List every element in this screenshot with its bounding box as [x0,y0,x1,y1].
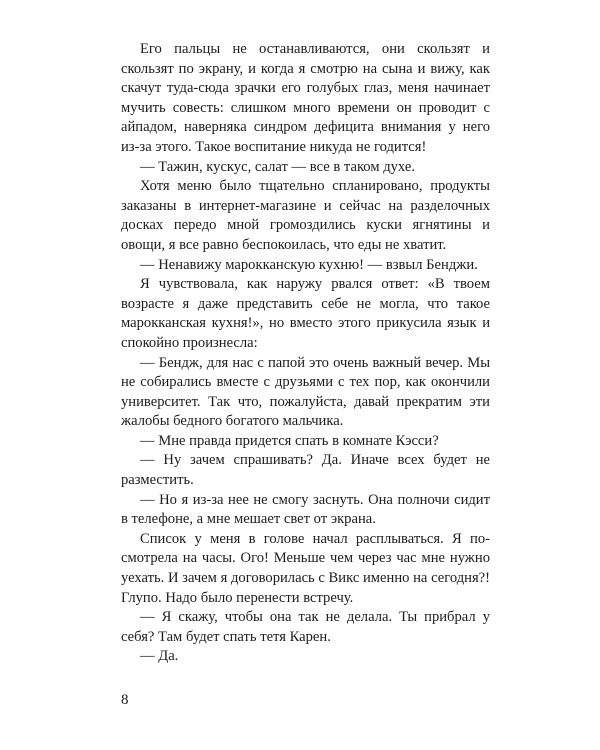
paragraph: Я чувствовала, как наружу рвался ответ: «В твоем возрасте я даже представить себе не могла, что такое марокканская кухня!», но вместо этого прикусила язык и спокойно произнесла: [121,276,490,351]
paragraph: — Но я из-за нее не смогу заснуть. Она полночи сидит в телефоне, а мне мешает свет от экрана. [121,491,490,528]
paragraph: — Тажин, кускус, салат — все в таком духе. [140,158,415,175]
paragraph: Список у меня в голове начал расплываться. Я посмотрела на часы. Ого! Меньше чем через час мне нужно уехать. И зачем я договорилась с Викс именно на сегодня?! Глупо. Надо было перенести встречу. [121,530,490,606]
paragraph: — Я скажу, чтобы она так не делала. Ты прибрал у себя? Там будет спать тетя Карен. [121,609,490,645]
paragraph: — Мне правда придется спать в комнате Кэсси? [140,432,439,449]
paragraph: — Да. [140,648,179,665]
body-text [121,40,490,667]
paragraph: — Ненавижу марокканскую кухню! — взвыл Бенджи. [140,256,478,273]
paragraph: — Ну зачем спрашивать? Да. Иначе всех будет не разместить. [121,452,490,489]
paragraph: — Бендж, для нас с папой это очень важный вечер. Мы не собирались вместе с друзьями с тех пор, как окончили университет. Так что, пожалуйста, давай прекратим эти жалобы бедного богатого мальчика. [121,354,490,430]
paragraph: Его пальцы не останавливаются, они скользят и скользят по экрану, и когда я смотрю на сына и вижу, как скачут туда-сюда зрачки его голубых глаз, меня начинает мучить совесть: слишком много времени он проводит с айпадом, наверняка синдром дефицита внимания у него из-за этого. Такое воспитание никуда не годится! [121,41,490,155]
page-number: 8 [121,692,129,708]
paragraph: Хотя меню было тщательно спланировано, продукты заказаны в интернет-магазине и сейчас на разделочных досках передо мной громоздились куски ягнятины и овощи, я все равно беспокоилась, что еды не хватит. [121,178,490,253]
